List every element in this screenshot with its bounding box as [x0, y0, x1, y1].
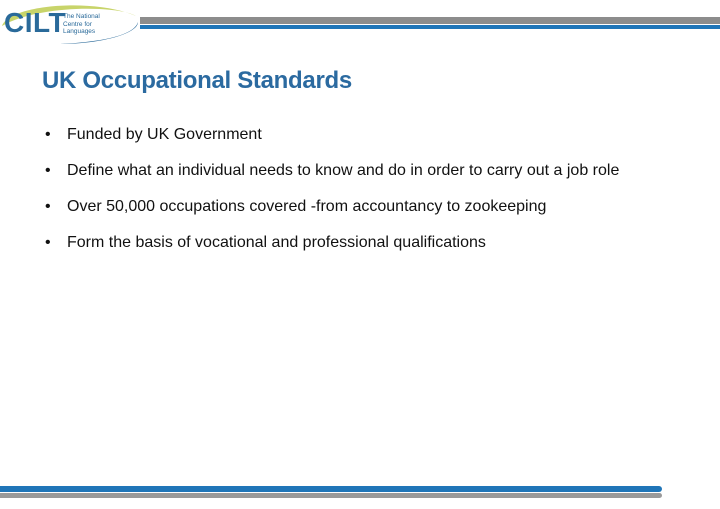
bullet-dot: •: [45, 126, 51, 143]
logo-subtitle: [63, 13, 111, 36]
slide-title: UK Occupational Standards: [42, 67, 352, 94]
header-rule-grey: [140, 17, 720, 24]
footer-rule-grey: [0, 493, 662, 498]
bullet-text: Form the basis of vocational and professional qualifications: [67, 234, 486, 251]
bullet-dot: •: [45, 234, 51, 251]
bullet-text: Over 50,000 occupations covered -from accountancy to zookeeping: [67, 198, 547, 215]
bullet-text: Funded by UK Government: [67, 126, 262, 143]
bullet-item: [42, 195, 672, 218]
logo-subtitle-line: The National: [63, 13, 100, 20]
bullet-dot: •: [45, 162, 51, 179]
bullet-dot: •: [45, 198, 51, 215]
bullet-list: [42, 123, 672, 267]
bullet-text: Define what an individual needs to know and do in order to carry out a job role: [67, 162, 620, 179]
logo-subtitle-line: Languages: [63, 28, 96, 35]
bullet-item: [42, 123, 672, 146]
logo-wordmark: CILT: [4, 7, 67, 38]
bullet-item: [42, 231, 672, 254]
logo-subtitle-line: Centre for: [63, 20, 92, 28]
cilt-logo: [0, 0, 145, 48]
bullet-item: [42, 159, 672, 182]
header-rule-blue: [140, 25, 720, 29]
footer-rule-blue: [0, 486, 662, 492]
